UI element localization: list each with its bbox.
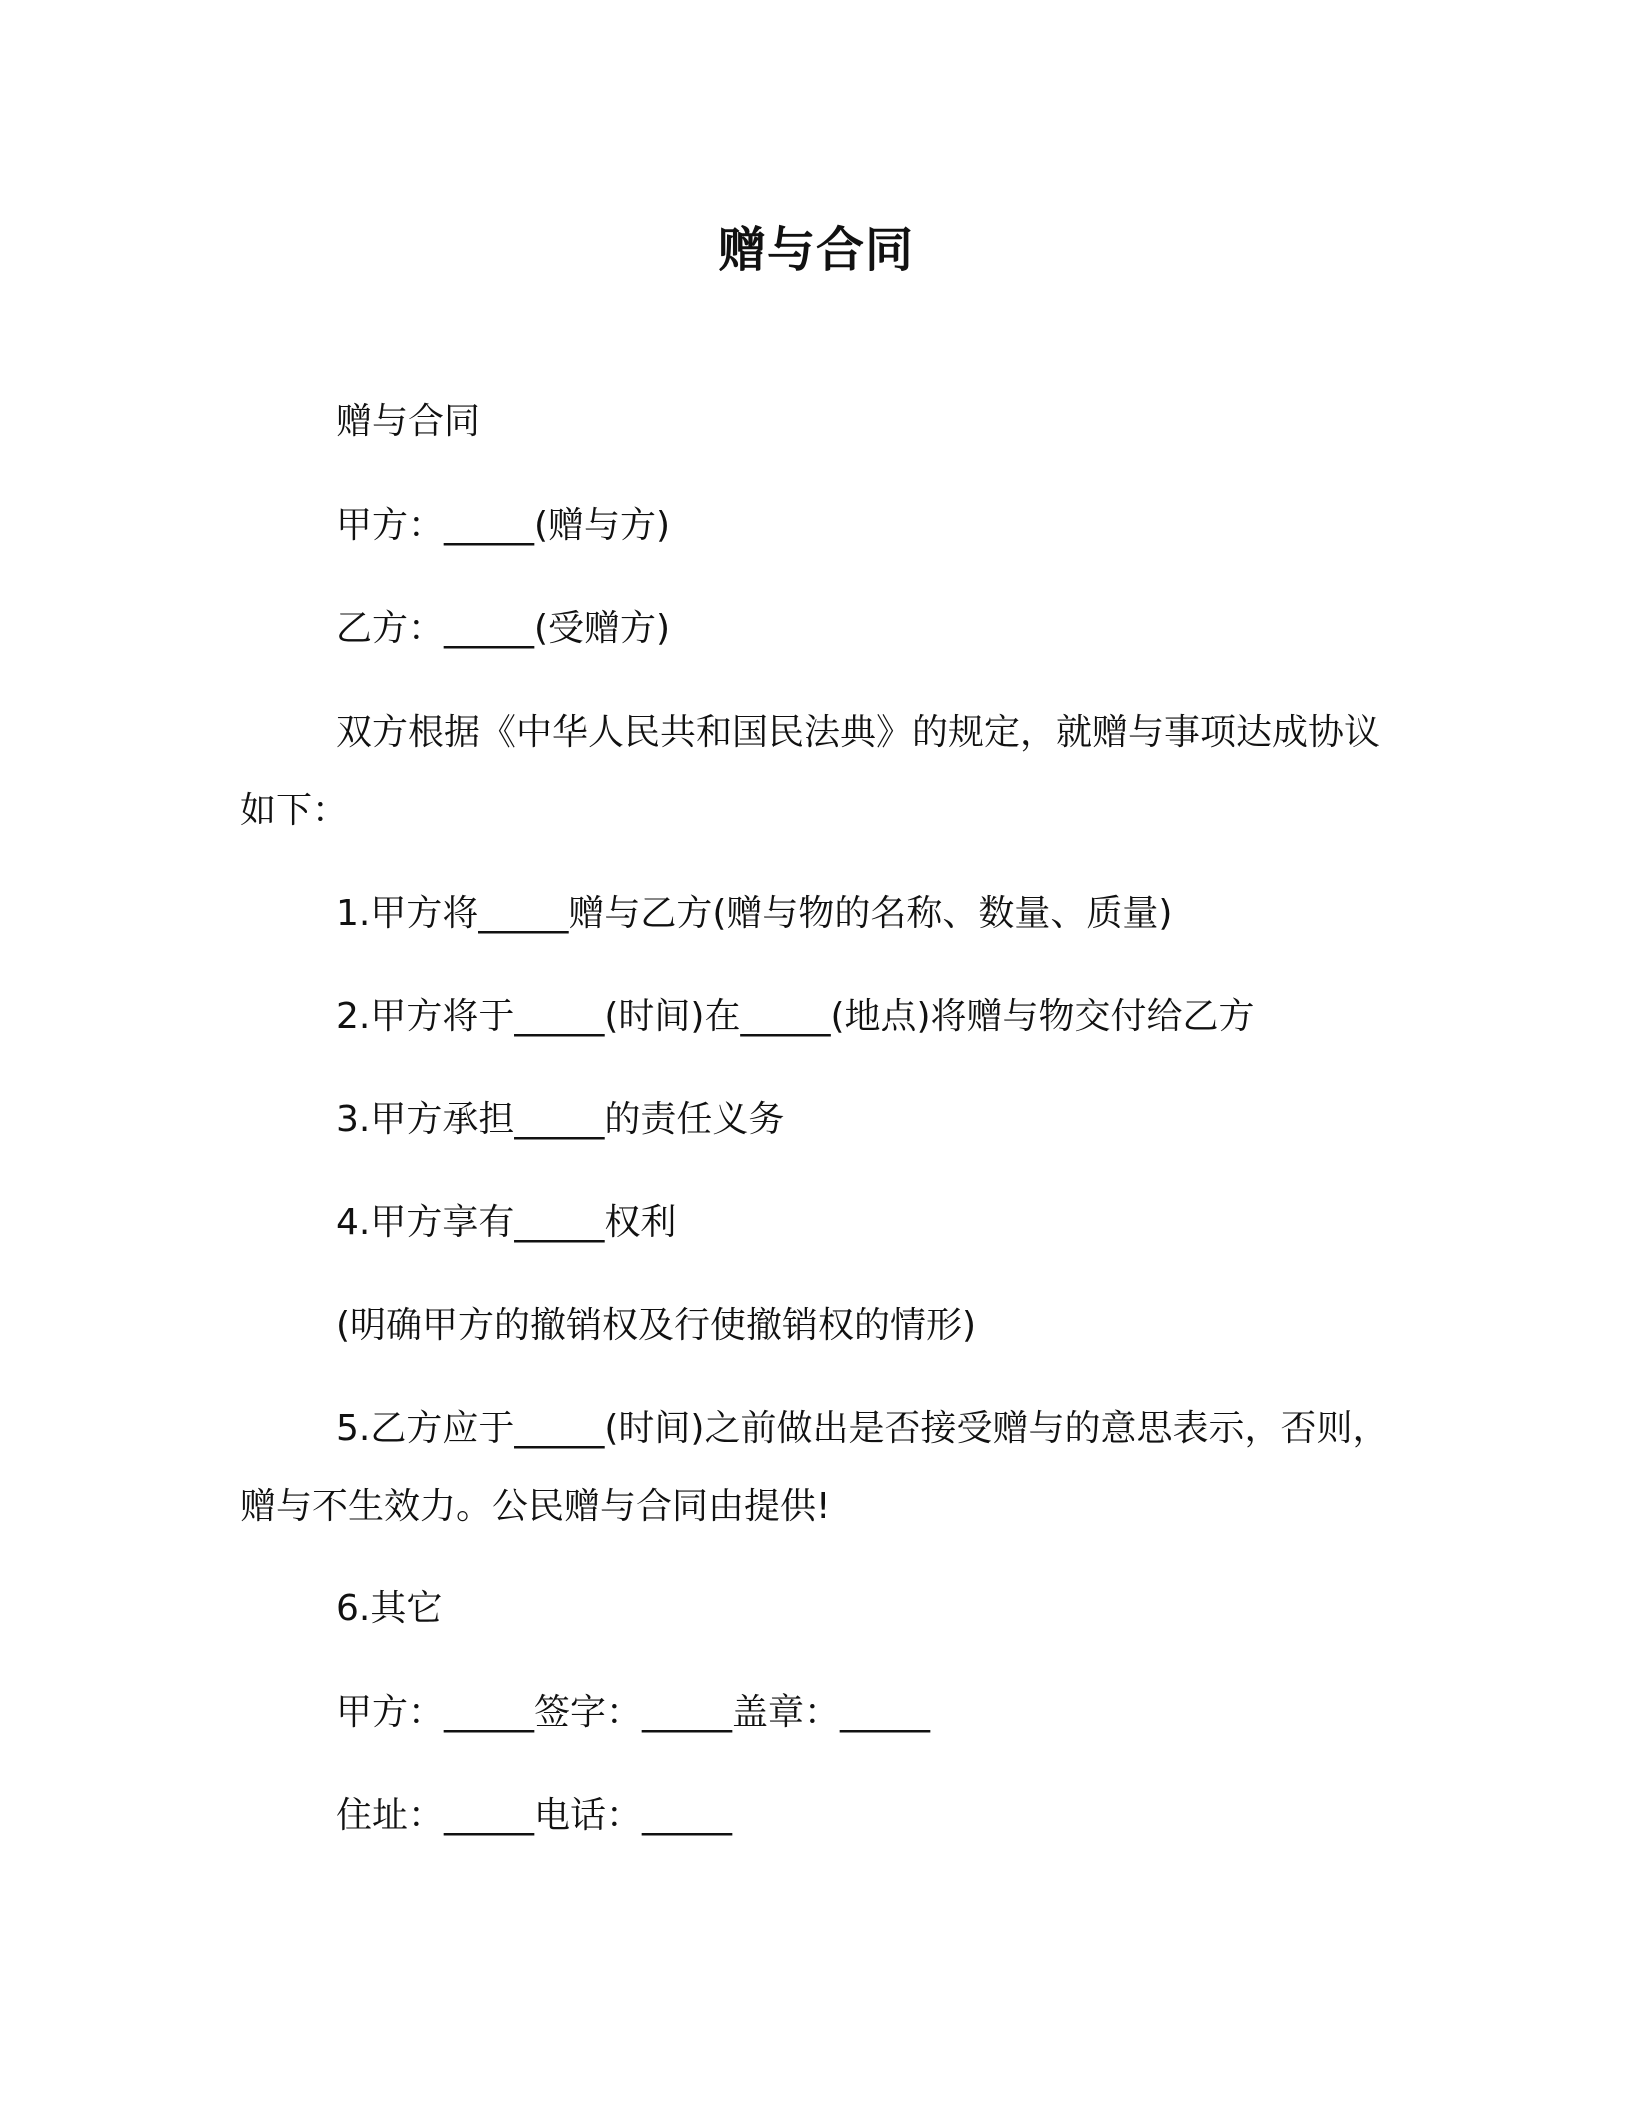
paragraph-clause-1: 1.甲方将_____赠与乙方(赠与物的名称、数量、质量): [336, 893, 1173, 934]
paragraph-clause-4: 4.甲方享有_____权利: [336, 1202, 677, 1243]
paragraph-party-a: 甲方：_____(赠与方): [336, 505, 671, 546]
signature-line: 甲方：_____签字：_____盖章：_____: [336, 1692, 931, 1733]
paragraph-clause-6: 6.其它: [336, 1588, 443, 1629]
paragraph-preamble: 双方根据《中华人民共和国民法典》的规定，就赠与事项达成协议如下：: [240, 712, 1381, 831]
paragraph-clause-2: 2.甲方将于_____(时间)在_____(地点)将赠与物交付给乙方: [336, 996, 1255, 1037]
address-phone-line: 住址：_____电话：_____: [336, 1795, 733, 1836]
document-title: 赠与合同: [717, 222, 914, 278]
paragraph-revocation-note: (明确甲方的撤销权及行使撤销权的情形): [336, 1305, 977, 1346]
paragraph-heading: 赠与合同: [336, 401, 481, 442]
paragraph-clause-3: 3.甲方承担_____的责任义务: [336, 1099, 785, 1140]
paragraph-clause-5: 5.乙方应于_____(时间)之前做出是否接受赠与的意思表示，否则，赠与不生效力。公民赠与合同由提供!: [240, 1408, 1389, 1527]
paragraph-party-b: 乙方：_____(受赠方): [336, 608, 671, 649]
